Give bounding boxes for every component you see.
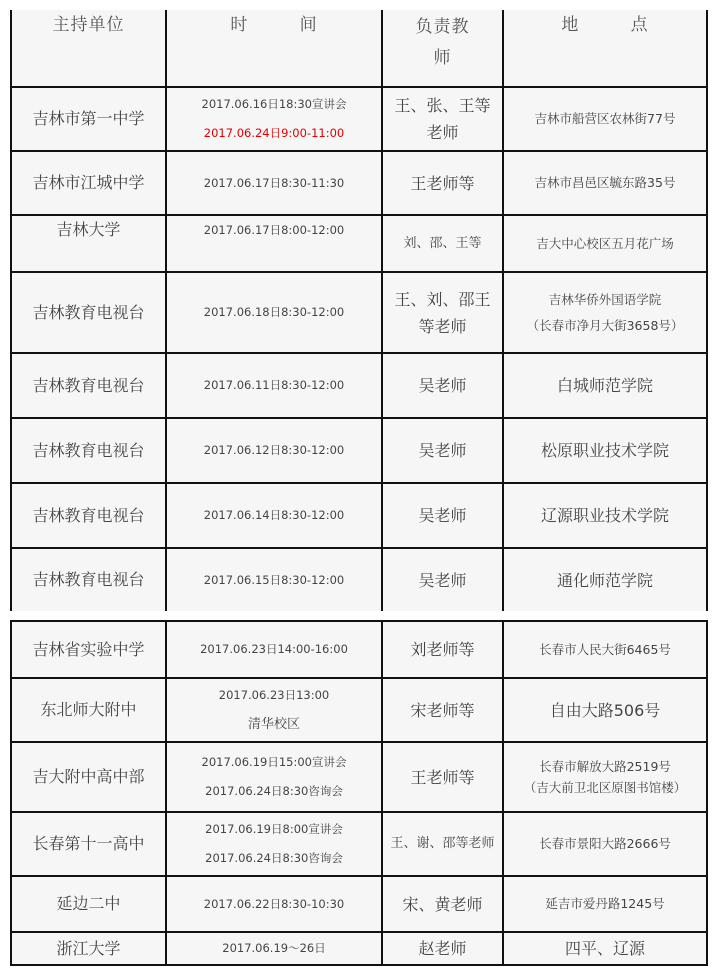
header-teacher (382, 10, 503, 87)
table-row (11, 353, 707, 418)
header-location: 地 点 (503, 10, 707, 87)
time-line: 2017.06.24日8:30咨询会 (205, 851, 343, 865)
org-cell: 长春第十一高中 (11, 812, 166, 876)
teacher-cell: 宋老师等 (382, 678, 503, 742)
teacher-cell: 吴老师 (382, 548, 503, 611)
header-row (11, 10, 707, 87)
time-line: 2017.06.19日8:00宣讲会 (205, 822, 343, 836)
time-cell-highlight: 2017.06.23日14:00-16:00 (166, 621, 382, 678)
table-row (11, 621, 707, 678)
teacher-cell: 吴老师 (382, 353, 503, 418)
table-row (11, 678, 707, 742)
time-cell: 2017.06.15日8:30-12:00 (166, 548, 382, 611)
org-cell: 吉林大学 (11, 215, 166, 272)
org-cell: 吉林教育电视台 (11, 483, 166, 548)
location-cell: 辽源职业技术学院 (503, 483, 707, 548)
time-line: 2017.06.23日13:00 (218, 688, 330, 702)
teacher-cell: 吴老师 (382, 483, 503, 548)
time-cell (166, 678, 382, 742)
time-cell: 2017.06.22日8:30-10:30 (166, 876, 382, 932)
teacher-cell: 宋、黄老师 (382, 876, 503, 932)
time-cell (166, 87, 382, 151)
table-row (11, 932, 707, 965)
header-teacher-line1: 负责教 (415, 17, 470, 37)
org-cell: 延边二中 (11, 876, 166, 932)
teacher-cell: 王、谢、邵等老师 (382, 812, 503, 876)
table-row (11, 418, 707, 483)
time-cell (166, 742, 382, 812)
schedule-table-2 (10, 620, 708, 966)
table-row (11, 151, 707, 215)
time-cell: 2017.06.18日8:30-12:00 (166, 272, 382, 353)
teacher-cell: 王、刘、邵王等老师 (382, 272, 503, 353)
time-line: 2017.06.24日8:30咨询会 (205, 784, 343, 798)
table-row (11, 742, 707, 812)
location-cell: 通化师范学院 (503, 548, 707, 611)
org-cell: 吉大附中高中部 (11, 742, 166, 812)
table-row (11, 87, 707, 151)
org-cell: 吉林省实验中学 (11, 621, 166, 678)
location-cell: 自由大路506号 (503, 678, 707, 742)
schedule-table-1 (10, 10, 708, 611)
location-line: 长春市解放大路2519号 (539, 759, 671, 774)
location-cell: 长春市人民大街6465号 (503, 621, 707, 678)
org-cell: 吉林市第一中学 (11, 87, 166, 151)
time-line: 2017.06.16日18:30宣讲会 (201, 97, 347, 111)
org-cell: 吉林教育电视台 (11, 272, 166, 353)
teacher-cell: 刘、邵、王等 (382, 215, 503, 272)
location-cell: 吉大中心校区五月花广场 (503, 215, 707, 272)
teacher-cell: 王、张、王等老师 (382, 87, 503, 151)
location-cell: 四平、辽源 (503, 932, 707, 965)
org-cell: 吉林教育电视台 (11, 353, 166, 418)
header-time: 时 间 (166, 10, 382, 87)
teacher-cell: 王老师等 (382, 151, 503, 215)
org-cell: 吉林教育电视台 (11, 548, 166, 611)
location-cell (503, 272, 707, 353)
table-row (11, 876, 707, 932)
time-cell: 2017.06.17日8:00-12:00 (166, 215, 382, 272)
org-cell: 吉林教育电视台 (11, 418, 166, 483)
teacher-cell: 赵老师 (382, 932, 503, 965)
header-org: 主持单位 (11, 10, 166, 87)
location-cell: 白城师范学院 (503, 353, 707, 418)
time-cell: 2017.06.17日8:30-11:30 (166, 151, 382, 215)
org-cell: 东北师大附中 (11, 678, 166, 742)
time-line: 清华校区 (247, 717, 300, 732)
location-line: （吉大前卫北区原图书馆楼） (523, 780, 687, 795)
table-row (11, 215, 707, 272)
teacher-cell: 王老师等 (382, 742, 503, 812)
teacher-cell: 刘老师等 (382, 621, 503, 678)
table-row (11, 548, 707, 611)
location-cell: 吉林市船营区农林街77号 (503, 87, 707, 151)
location-cell: 延吉市爱丹路1245号 (503, 876, 707, 932)
teacher-cell: 吴老师 (382, 418, 503, 483)
location-cell: 吉林市昌邑区毓东路35号 (503, 151, 707, 215)
time-cell: 2017.06.12日8:30-12:00 (166, 418, 382, 483)
time-line: 2017.06.19日15:00宣讲会 (201, 755, 347, 769)
location-cell (503, 742, 707, 812)
time-line-highlight: 2017.06.24日9:00-11:00 (203, 126, 345, 140)
location-line: 吉林华侨外国语学院 (548, 291, 662, 307)
location-line: （长春市净月大街3658号） (526, 317, 684, 333)
header-teacher-line2: 师 (433, 48, 452, 68)
table-row (11, 812, 707, 876)
time-cell (166, 812, 382, 876)
table-row (11, 272, 707, 353)
time-cell: 2017.06.14日8:30-12:00 (166, 483, 382, 548)
time-cell: 2017.06.19～26日 (166, 932, 382, 965)
location-cell: 松原职业技术学院 (503, 418, 707, 483)
org-cell: 吉林市江城中学 (11, 151, 166, 215)
org-cell: 浙江大学 (11, 932, 166, 965)
location-cell: 长春市景阳大路2666号 (503, 812, 707, 876)
time-cell: 2017.06.11日8:30-12:00 (166, 353, 382, 418)
table-row (11, 483, 707, 548)
